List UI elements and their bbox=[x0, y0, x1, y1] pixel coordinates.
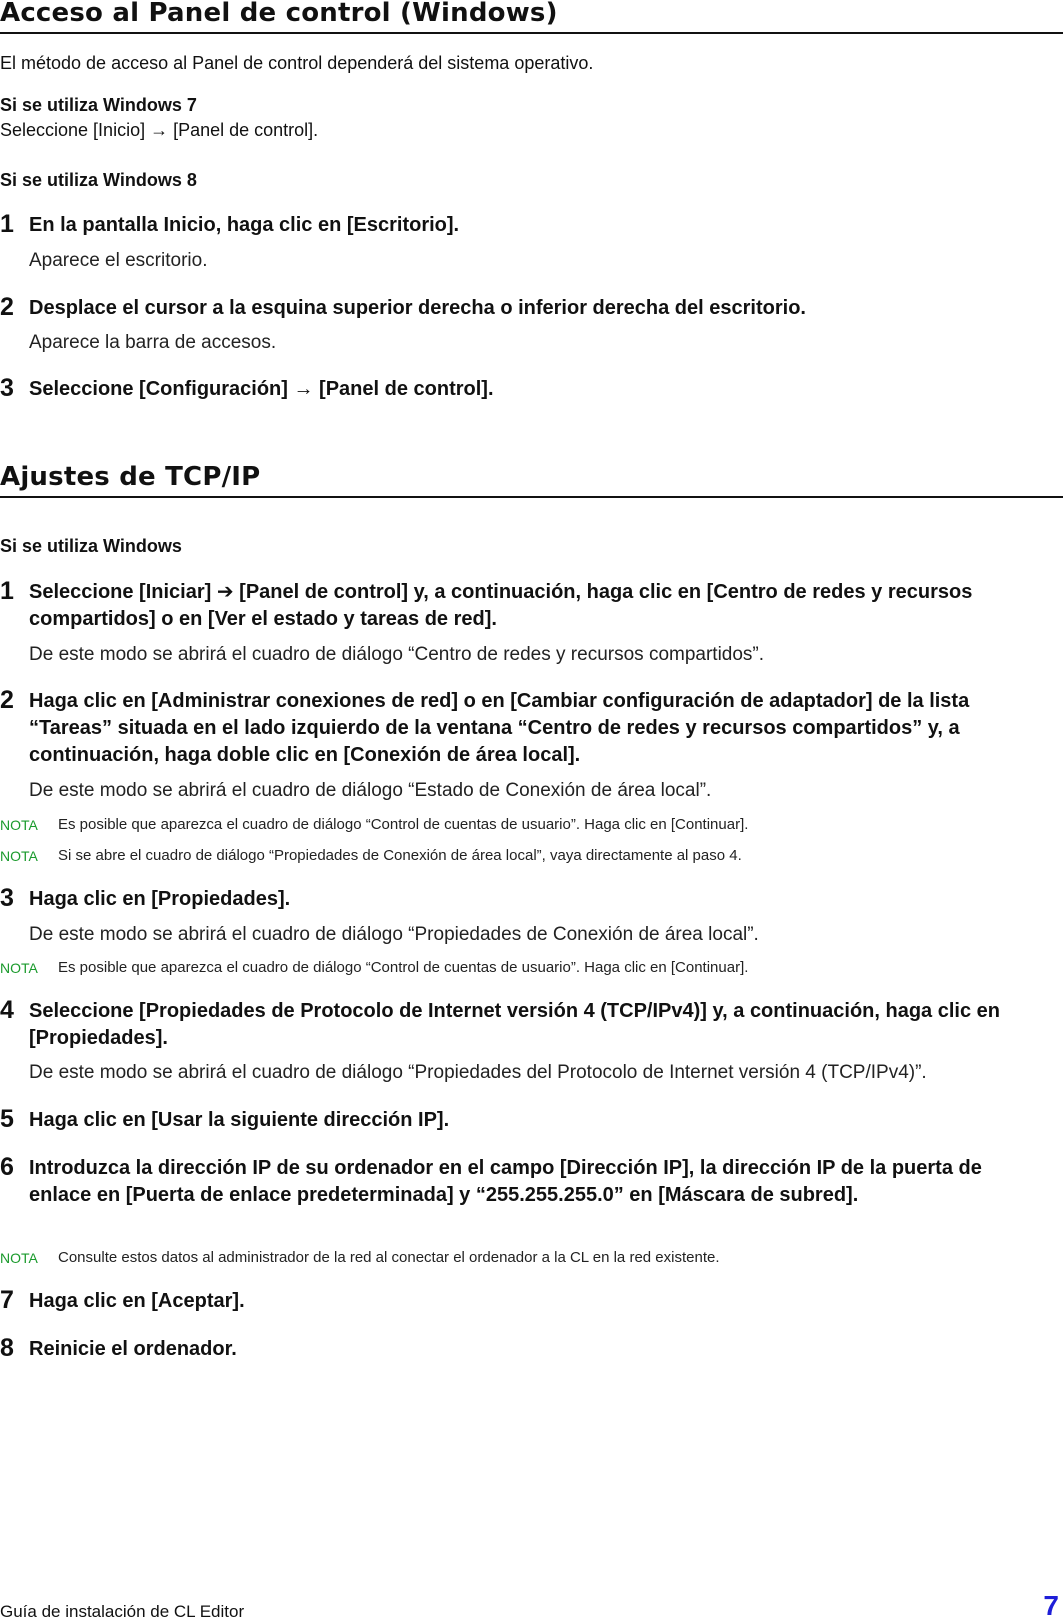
step-number: 1 bbox=[0, 577, 14, 605]
step-3-tcpip bbox=[0, 886, 290, 913]
windows-heading: Si se utiliza Windows bbox=[0, 536, 182, 556]
step-number: 3 bbox=[0, 884, 14, 912]
step-number: 8 bbox=[0, 1334, 14, 1362]
step-8-tcpip bbox=[0, 1336, 237, 1363]
step-3-win8 bbox=[0, 376, 494, 403]
step-result: De este modo se abrirá el cuadro de diálogo “Estado de Conexión de área local”. bbox=[29, 780, 712, 801]
step-number: 4 bbox=[0, 996, 14, 1024]
note-text: Es posible que aparezca el cuadro de diálogo “Control de cuentas de usuario”. Haga clic en [Continuar]. bbox=[58, 816, 749, 833]
note-label: NOTA bbox=[0, 960, 38, 976]
step-number: 1 bbox=[0, 210, 14, 238]
step-number: 2 bbox=[0, 686, 14, 714]
step-instruction: Haga clic en [Propiedades]. bbox=[29, 888, 291, 910]
note-text: Si se abre el cuadro de diálogo “Propiedades de Conexión de área local”, vaya directamente al paso 4. bbox=[58, 847, 742, 864]
note bbox=[0, 815, 748, 835]
step-result: De este modo se abrirá el cuadro de diálogo “Propiedades de Conexión de área local”. bbox=[29, 924, 759, 945]
step-1-win8 bbox=[0, 212, 459, 239]
step-instruction: Reinicie el ordenador. bbox=[29, 1338, 237, 1360]
step-result: Aparece la barra de accesos. bbox=[29, 332, 277, 353]
step-2-win8 bbox=[0, 295, 806, 322]
note bbox=[0, 846, 742, 866]
page-footer bbox=[0, 1590, 1063, 1622]
section-title-tcpip: Ajustes de TCP/IP bbox=[0, 462, 1063, 498]
step-1-tcpip bbox=[0, 579, 1019, 633]
step-number: 6 bbox=[0, 1153, 14, 1181]
step-number: 2 bbox=[0, 293, 14, 321]
step-result: Aparece el escritorio. bbox=[29, 250, 208, 271]
note bbox=[0, 1248, 720, 1268]
section-intro: El método de acceso al Panel de control dependerá del sistema operativo. bbox=[0, 53, 594, 73]
step-instruction: Desplace el cursor a la esquina superior derecha o inferior derecha del escritorio. bbox=[29, 297, 806, 319]
win7-heading: Si se utiliza Windows 7 bbox=[0, 95, 197, 115]
step-7-tcpip bbox=[0, 1288, 245, 1315]
step-number: 3 bbox=[0, 374, 14, 402]
step-number: 7 bbox=[0, 1286, 14, 1314]
step-instruction: Haga clic en [Aceptar]. bbox=[29, 1290, 245, 1312]
note bbox=[0, 958, 748, 978]
win8-heading: Si se utiliza Windows 8 bbox=[0, 170, 197, 190]
step-number: 5 bbox=[0, 1105, 14, 1133]
step-result: De este modo se abrirá el cuadro de diálogo “Centro de redes y recursos compartidos”. bbox=[29, 644, 765, 665]
win7-instruction: Seleccione [Inicio] → [Panel de control]. bbox=[0, 120, 319, 140]
note-label: NOTA bbox=[0, 1250, 38, 1266]
footer-title: Guía de instalación de CL Editor bbox=[0, 1602, 245, 1621]
step-instruction: Seleccione [Iniciar] ➔ [Panel de control] y, a continuación, haga clic en [Centro de redes y recursos compartidos] o en [Ver el estado y tareas de red]. bbox=[29, 581, 973, 630]
note-label: NOTA bbox=[0, 817, 38, 833]
note-text: Es posible que aparezca el cuadro de diálogo “Control de cuentas de usuario”. Haga clic en [Continuar]. bbox=[58, 959, 749, 976]
step-4-tcpip bbox=[0, 998, 1019, 1052]
step-2-tcpip bbox=[0, 688, 1019, 769]
step-5-tcpip bbox=[0, 1107, 449, 1134]
step-instruction: Seleccione [Configuración] → [Panel de control]. bbox=[29, 378, 494, 400]
section-title-panel: Acceso al Panel de control (Windows) bbox=[0, 0, 1063, 34]
step-instruction: Introduzca la dirección IP de su ordenador en el campo [Dirección IP], la dirección IP de la puerta de enlace en [Puerta de enlace predeterminada] y “255.255.255.0” en [Máscara de subred]. bbox=[29, 1157, 982, 1206]
step-instruction: Haga clic en [Usar la siguiente dirección IP]. bbox=[29, 1109, 450, 1131]
step-instruction: Haga clic en [Administrar conexiones de red] o en [Cambiar configuración de adaptador] de la lista “Tareas” situada en el lado izquierdo de la ventana “Centro de redes y recursos compartidos” y, a continuación, haga doble clic en [Conexión de área local]. bbox=[29, 690, 970, 766]
step-result: De este modo se abrirá el cuadro de diálogo “Propiedades del Protocolo de Internet versión 4 (TCP/IPv4)”. bbox=[29, 1062, 927, 1083]
step-instruction: En la pantalla Inicio, haga clic en [Escritorio]. bbox=[29, 214, 460, 236]
note-text: Consulte estos datos al administrador de la red al conectar el ordenador a la CL en la red existente. bbox=[58, 1249, 720, 1266]
step-instruction: Seleccione [Propiedades de Protocolo de Internet versión 4 (TCP/IPv4)] y, a continuación, haga clic en [Propiedades]. bbox=[29, 1000, 1000, 1049]
step-6-tcpip bbox=[0, 1155, 1019, 1209]
note-label: NOTA bbox=[0, 848, 38, 864]
page-number: 7 bbox=[1043, 1590, 1059, 1621]
